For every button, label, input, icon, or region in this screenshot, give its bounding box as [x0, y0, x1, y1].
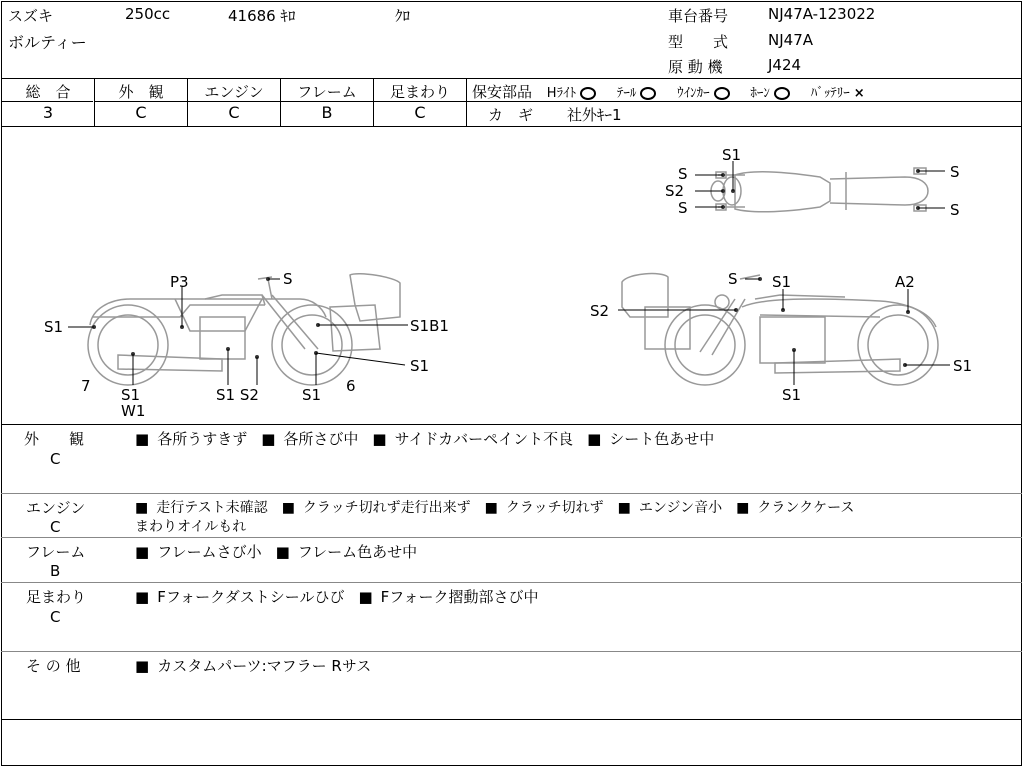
left-s1-right: S1 — [410, 357, 430, 375]
damage-diagram — [0, 127, 1022, 423]
safety-label: 保安部品 — [472, 83, 533, 101]
model-name: ボルティー — [8, 33, 87, 52]
header-divider — [1, 78, 1022, 79]
grade-engine-label: エンジン — [204, 83, 264, 101]
grade-overall-value: 3 — [42, 103, 54, 122]
left-s1-wheel: S1 — [121, 386, 141, 404]
safety-horn: ﾎｰﾝ — [750, 86, 790, 101]
type-label: 型 式 — [668, 33, 729, 51]
displacement: 250cc — [125, 5, 171, 23]
safety-winker: ｳｲﾝｶｰ — [677, 86, 730, 101]
left-s-mirror: S — [283, 270, 293, 288]
safety-tail: ﾃｰﾙ — [617, 86, 657, 101]
grade-engine-value: C — [228, 103, 240, 122]
color: ｸﾛ — [395, 7, 411, 25]
top-s-upper: S — [678, 165, 688, 183]
safety-battery: ﾊﾞｯﾃﾘｰ × — [810, 86, 865, 101]
left-p3: P3 — [170, 273, 189, 291]
top-s2: S2 — [665, 182, 685, 200]
right-a2: A2 — [895, 273, 915, 291]
notes-bottom-divider — [1, 719, 1022, 720]
maker: スズキ — [8, 7, 54, 25]
note-suspension-label: 足まわり — [26, 588, 87, 606]
note-exterior-grade: C — [50, 450, 61, 468]
safety-parts — [472, 81, 865, 102]
right-s2: S2 — [590, 302, 610, 320]
bike-left-side-view — [88, 274, 400, 385]
left-w1: W1 — [121, 402, 146, 420]
note-frame-label: フレーム — [26, 543, 86, 561]
top-s-rear-upper: S — [950, 163, 960, 181]
top-s1: S1 — [722, 146, 742, 164]
top-s-rear-lower: S — [950, 201, 960, 219]
ng-cross-icon: × — [853, 86, 865, 101]
note-other-label: そ の 他 — [26, 657, 81, 675]
left-7: 7 — [81, 377, 91, 395]
note-exterior-items: ■ 各所うすきず■ 各所さび中■ サイドカバーペイント不良■ シート色あせ中 — [135, 428, 728, 449]
ok-circle-icon — [640, 87, 656, 100]
left-s1: S1 — [44, 318, 64, 336]
grade-frame-label: フレーム — [297, 83, 357, 101]
key-label: カ ギ — [488, 106, 534, 124]
ok-circle-icon — [580, 87, 596, 100]
left-6: 6 — [346, 377, 356, 395]
left-s1s2: S1 S2 — [216, 386, 259, 404]
grade-exterior-label: 外 観 — [118, 83, 164, 101]
frame-no: NJ47A-123022 — [768, 5, 876, 23]
left-s1b1: S1B1 — [410, 317, 449, 335]
engine-label: 原 動 機 — [668, 58, 723, 76]
note-engine-label: エンジン — [26, 499, 86, 517]
note-exterior-label: 外 観 — [24, 430, 85, 448]
note-engine-continuation: まわりオイルもれ — [135, 519, 247, 535]
right-s1-right: S1 — [953, 357, 973, 375]
grade-exterior-value: C — [135, 103, 147, 122]
note-frame-grade: B — [50, 562, 61, 580]
safety-headlight: Hﾗｲﾄ — [547, 86, 596, 101]
frame-no-label: 車台番号 — [668, 7, 729, 25]
type-value: NJ47A — [768, 31, 813, 49]
ok-circle-icon — [774, 87, 790, 100]
note-suspension-grade: C — [50, 608, 61, 626]
note-engine-grade: C — [50, 518, 61, 536]
ok-circle-icon — [714, 87, 730, 100]
right-s1-bottom: S1 — [782, 386, 802, 404]
note-engine-items: ■ 走行テスト未確認■ クラッチ切れず走行出来ず■ クラッチ切れず■ エンジン音小■ クランクケース — [135, 497, 868, 517]
note-frame-items: ■ フレームさび小■ フレーム色あせ中 — [135, 541, 431, 562]
left-s1-bottom: S1 — [302, 386, 322, 404]
grade-suspension-value: C — [414, 103, 426, 122]
note-other-items: ■ カスタムパーツ:マフラー Rサス — [135, 655, 371, 676]
top-s-lower: S — [678, 199, 688, 217]
grade-overall-label: 総 合 — [25, 83, 71, 101]
grade-frame-value: B — [321, 103, 333, 122]
right-s1-top: S1 — [772, 273, 792, 291]
notes-top-divider — [1, 424, 1022, 425]
right-s-mirror: S — [728, 270, 738, 288]
grade-suspension-label: 足まわり — [389, 83, 450, 101]
bike-top-view — [711, 168, 928, 212]
note-suspension-items: ■ Fフォークダストシールひび■ Fフォーク摺動部さび中 — [135, 586, 553, 607]
mileage: 41686 ｷﾛ — [228, 7, 296, 25]
engine-value: J424 — [768, 56, 802, 74]
key-value: 社外ｷｰ1 — [567, 106, 622, 124]
